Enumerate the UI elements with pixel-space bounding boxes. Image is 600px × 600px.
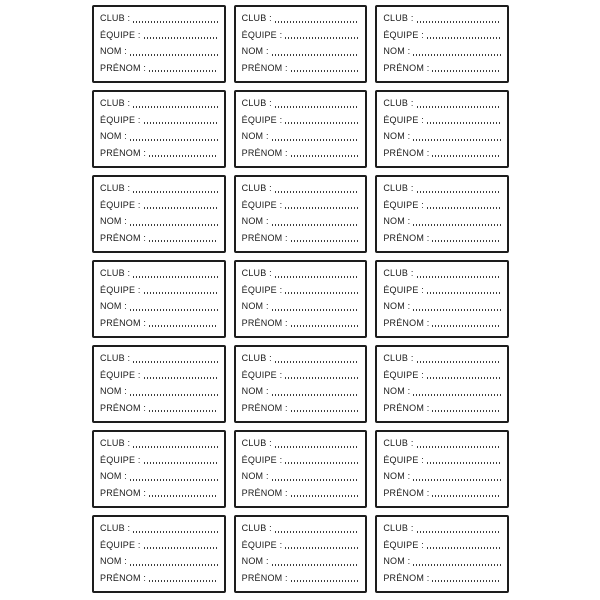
club-label: CLUB :: [241, 98, 272, 108]
prenom-label: PRÉNOM :: [100, 572, 147, 583]
nom-dotted-line: [130, 564, 218, 566]
club-dotted-line: [275, 276, 359, 278]
nom-label: NOM :: [241, 46, 269, 57]
field-club: [383, 268, 501, 279]
label-card: [234, 430, 368, 508]
field-prenom: [383, 318, 501, 329]
equipe-label: ÉQUIPE :: [241, 199, 283, 210]
prenom-dotted-line: [432, 325, 501, 327]
field-equipe: [242, 30, 360, 41]
equipe-dotted-line: [285, 292, 359, 294]
equipe-dotted-line: [285, 207, 359, 209]
club-label: CLUB :: [100, 98, 131, 108]
nom-dotted-line: [413, 139, 501, 141]
field-nom: [100, 46, 218, 57]
field-club: [242, 523, 360, 534]
equipe-label: ÉQUIPE :: [383, 454, 424, 465]
prenom-dotted-line: [149, 155, 218, 157]
field-club: [100, 268, 218, 279]
field-prenom: [383, 63, 501, 74]
equipe-label: ÉQUIPE :: [383, 199, 424, 210]
club-dotted-line: [417, 361, 501, 363]
club-dotted-line: [275, 191, 359, 193]
nom-dotted-line: [413, 224, 501, 226]
nom-label: NOM :: [383, 131, 411, 142]
equipe-dotted-line: [144, 462, 218, 464]
prenom-label: PRÉNOM :: [100, 62, 147, 73]
label-card: [234, 515, 368, 593]
club-dotted-line: [133, 276, 217, 278]
nom-label: NOM :: [100, 556, 127, 567]
field-club: [383, 183, 501, 194]
prenom-label: PRÉNOM :: [241, 487, 288, 498]
field-prenom: [242, 148, 360, 159]
nom-dotted-line: [413, 394, 501, 396]
prenom-label: PRÉNOM :: [241, 147, 288, 158]
club-label: CLUB :: [383, 353, 414, 363]
equipe-dotted-line: [427, 37, 501, 39]
field-nom: [100, 556, 218, 567]
equipe-label: ÉQUIPE :: [100, 114, 141, 125]
prenom-label: PRÉNOM :: [100, 147, 147, 158]
label-card: [375, 345, 509, 423]
prenom-label: PRÉNOM :: [100, 487, 147, 498]
prenom-dotted-line: [291, 155, 360, 157]
field-club: [100, 353, 218, 364]
prenom-label: PRÉNOM :: [241, 317, 288, 328]
club-label: CLUB :: [100, 523, 131, 533]
field-prenom: [100, 63, 218, 74]
field-equipe: [100, 30, 218, 41]
prenom-dotted-line: [149, 240, 218, 242]
field-club: [242, 13, 360, 24]
equipe-label: ÉQUIPE :: [383, 284, 424, 295]
prenom-dotted-line: [432, 410, 501, 412]
prenom-dotted-line: [432, 580, 501, 582]
label-card: [234, 90, 368, 168]
field-nom: [383, 216, 501, 227]
field-prenom: [242, 573, 360, 584]
field-club: [383, 438, 501, 449]
equipe-dotted-line: [144, 377, 218, 379]
club-dotted-line: [417, 276, 501, 278]
club-dotted-line: [417, 191, 501, 193]
label-card: [375, 260, 509, 338]
equipe-label: ÉQUIPE :: [241, 454, 283, 465]
field-equipe: [383, 115, 501, 126]
field-nom: [383, 556, 501, 567]
label-card: [375, 515, 509, 593]
club-dotted-line: [133, 21, 217, 23]
nom-label: NOM :: [383, 471, 411, 482]
equipe-dotted-line: [285, 377, 359, 379]
field-equipe: [383, 455, 501, 466]
field-prenom: [383, 403, 501, 414]
prenom-label: PRÉNOM :: [383, 232, 430, 243]
prenom-label: PRÉNOM :: [100, 317, 147, 328]
equipe-dotted-line: [144, 37, 218, 39]
field-nom: [100, 301, 218, 312]
prenom-dotted-line: [432, 70, 501, 72]
nom-label: NOM :: [383, 216, 411, 227]
club-label: CLUB :: [100, 13, 131, 23]
prenom-label: PRÉNOM :: [241, 62, 288, 73]
prenom-dotted-line: [432, 155, 501, 157]
club-label: CLUB :: [100, 183, 131, 193]
nom-dotted-line: [272, 224, 360, 226]
club-label: CLUB :: [100, 353, 131, 363]
field-prenom: [242, 233, 360, 244]
field-prenom: [242, 488, 360, 499]
prenom-dotted-line: [291, 495, 360, 497]
field-nom: [383, 46, 501, 57]
field-prenom: [242, 403, 360, 414]
prenom-label: PRÉNOM :: [383, 487, 430, 498]
equipe-label: ÉQUIPE :: [241, 284, 283, 295]
field-prenom: [100, 573, 218, 584]
label-card: [92, 5, 226, 83]
field-nom: [383, 471, 501, 482]
equipe-label: ÉQUIPE :: [383, 29, 424, 40]
club-label: CLUB :: [241, 523, 272, 533]
club-dotted-line: [275, 361, 359, 363]
prenom-label: PRÉNOM :: [100, 232, 147, 243]
field-equipe: [383, 200, 501, 211]
field-club: [383, 98, 501, 109]
nom-label: NOM :: [383, 301, 411, 312]
equipe-label: ÉQUIPE :: [100, 199, 141, 210]
prenom-label: PRÉNOM :: [383, 62, 430, 73]
field-club: [383, 353, 501, 364]
field-equipe: [383, 30, 501, 41]
club-dotted-line: [133, 531, 217, 533]
field-prenom: [383, 233, 501, 244]
label-card: [375, 430, 509, 508]
field-equipe: [100, 285, 218, 296]
club-dotted-line: [417, 531, 501, 533]
prenom-dotted-line: [432, 495, 501, 497]
nom-dotted-line: [130, 479, 218, 481]
nom-label: NOM :: [100, 471, 127, 482]
nom-label: NOM :: [241, 386, 269, 397]
field-equipe: [383, 540, 501, 551]
label-card: [92, 515, 226, 593]
field-equipe: [100, 200, 218, 211]
nom-label: NOM :: [383, 556, 411, 567]
labels-grid: [92, 5, 509, 593]
field-nom: [383, 301, 501, 312]
field-nom: [100, 131, 218, 142]
field-nom: [242, 301, 360, 312]
nom-label: NOM :: [241, 216, 269, 227]
nom-dotted-line: [413, 309, 501, 311]
prenom-dotted-line: [149, 325, 218, 327]
club-dotted-line: [417, 106, 501, 108]
field-equipe: [242, 115, 360, 126]
nom-dotted-line: [413, 564, 501, 566]
field-club: [100, 183, 218, 194]
field-prenom: [383, 573, 501, 584]
equipe-label: ÉQUIPE :: [241, 539, 283, 550]
nom-label: NOM :: [100, 386, 127, 397]
label-card: [234, 5, 368, 83]
field-prenom: [242, 63, 360, 74]
equipe-label: ÉQUIPE :: [383, 114, 424, 125]
nom-dotted-line: [272, 139, 360, 141]
label-card: [375, 5, 509, 83]
field-prenom: [100, 488, 218, 499]
field-equipe: [242, 285, 360, 296]
field-club: [383, 523, 501, 534]
field-equipe: [100, 540, 218, 551]
field-nom: [242, 216, 360, 227]
equipe-dotted-line: [285, 547, 359, 549]
equipe-dotted-line: [427, 377, 501, 379]
equipe-label: ÉQUIPE :: [241, 114, 283, 125]
nom-dotted-line: [413, 479, 501, 481]
nom-label: NOM :: [241, 301, 269, 312]
field-club: [100, 98, 218, 109]
equipe-label: ÉQUIPE :: [383, 539, 424, 550]
club-label: CLUB :: [241, 13, 272, 23]
field-prenom: [100, 233, 218, 244]
field-prenom: [383, 488, 501, 499]
club-dotted-line: [275, 531, 359, 533]
equipe-label: ÉQUIPE :: [100, 284, 141, 295]
club-dotted-line: [133, 106, 217, 108]
label-card: [92, 90, 226, 168]
field-nom: [242, 46, 360, 57]
nom-dotted-line: [272, 54, 360, 56]
nom-dotted-line: [272, 479, 360, 481]
equipe-dotted-line: [285, 462, 359, 464]
field-club: [242, 268, 360, 279]
label-card: [92, 430, 226, 508]
prenom-label: PRÉNOM :: [241, 572, 288, 583]
field-club: [242, 438, 360, 449]
club-label: CLUB :: [383, 438, 414, 448]
nom-dotted-line: [130, 139, 218, 141]
equipe-dotted-line: [144, 207, 218, 209]
club-label: CLUB :: [100, 438, 131, 448]
prenom-dotted-line: [432, 240, 501, 242]
equipe-label: ÉQUIPE :: [241, 369, 283, 380]
field-equipe: [100, 115, 218, 126]
field-nom: [100, 386, 218, 397]
club-label: CLUB :: [383, 523, 414, 533]
nom-dotted-line: [130, 309, 218, 311]
equipe-dotted-line: [427, 122, 501, 124]
label-card: [92, 175, 226, 253]
nom-label: NOM :: [241, 471, 269, 482]
field-equipe: [383, 370, 501, 381]
field-prenom: [100, 148, 218, 159]
nom-label: NOM :: [100, 46, 127, 57]
nom-label: NOM :: [383, 386, 411, 397]
prenom-dotted-line: [149, 580, 218, 582]
equipe-dotted-line: [427, 547, 501, 549]
field-nom: [100, 216, 218, 227]
field-prenom: [242, 318, 360, 329]
prenom-dotted-line: [291, 580, 360, 582]
nom-dotted-line: [130, 54, 218, 56]
prenom-label: PRÉNOM :: [383, 572, 430, 583]
nom-label: NOM :: [241, 556, 269, 567]
field-club: [100, 438, 218, 449]
nom-dotted-line: [130, 224, 218, 226]
prenom-dotted-line: [149, 410, 218, 412]
equipe-dotted-line: [144, 547, 218, 549]
equipe-dotted-line: [285, 122, 359, 124]
club-dotted-line: [275, 21, 359, 23]
prenom-dotted-line: [291, 410, 360, 412]
club-label: CLUB :: [383, 268, 414, 278]
field-nom: [242, 386, 360, 397]
nom-label: NOM :: [100, 301, 127, 312]
field-prenom: [100, 403, 218, 414]
equipe-label: ÉQUIPE :: [241, 29, 283, 40]
equipe-dotted-line: [285, 37, 359, 39]
field-club: [100, 13, 218, 24]
club-dotted-line: [275, 106, 359, 108]
field-equipe: [242, 370, 360, 381]
club-dotted-line: [133, 361, 217, 363]
prenom-label: PRÉNOM :: [100, 402, 147, 413]
club-label: CLUB :: [241, 183, 272, 193]
club-label: CLUB :: [383, 13, 414, 23]
field-prenom: [100, 318, 218, 329]
nom-label: NOM :: [100, 131, 127, 142]
label-card: [92, 260, 226, 338]
label-card: [375, 175, 509, 253]
equipe-dotted-line: [144, 122, 218, 124]
prenom-label: PRÉNOM :: [383, 402, 430, 413]
club-dotted-line: [133, 191, 217, 193]
field-equipe: [242, 540, 360, 551]
prenom-dotted-line: [291, 325, 360, 327]
equipe-label: ÉQUIPE :: [100, 454, 141, 465]
nom-dotted-line: [272, 309, 360, 311]
club-label: CLUB :: [100, 268, 131, 278]
nom-label: NOM :: [383, 46, 411, 57]
prenom-label: PRÉNOM :: [241, 232, 288, 243]
field-nom: [242, 471, 360, 482]
club-label: CLUB :: [383, 98, 414, 108]
field-club: [242, 98, 360, 109]
club-label: CLUB :: [241, 438, 272, 448]
field-nom: [100, 471, 218, 482]
field-nom: [242, 131, 360, 142]
club-dotted-line: [275, 446, 359, 448]
prenom-dotted-line: [149, 495, 218, 497]
field-equipe: [242, 200, 360, 211]
club-label: CLUB :: [241, 353, 272, 363]
prenom-label: PRÉNOM :: [383, 317, 430, 328]
field-equipe: [383, 285, 501, 296]
club-label: CLUB :: [241, 268, 272, 278]
nom-dotted-line: [130, 394, 218, 396]
nom-dotted-line: [272, 394, 360, 396]
field-club: [242, 353, 360, 364]
equipe-dotted-line: [427, 207, 501, 209]
nom-label: NOM :: [241, 131, 269, 142]
equipe-dotted-line: [427, 462, 501, 464]
label-card: [92, 345, 226, 423]
club-dotted-line: [417, 446, 501, 448]
equipe-dotted-line: [144, 292, 218, 294]
equipe-label: ÉQUIPE :: [383, 369, 424, 380]
field-prenom: [383, 148, 501, 159]
prenom-dotted-line: [291, 70, 360, 72]
equipe-dotted-line: [427, 292, 501, 294]
field-equipe: [242, 455, 360, 466]
club-label: CLUB :: [383, 183, 414, 193]
label-card: [375, 90, 509, 168]
prenom-label: PRÉNOM :: [241, 402, 288, 413]
field-nom: [383, 386, 501, 397]
label-card: [234, 260, 368, 338]
equipe-label: ÉQUIPE :: [100, 369, 141, 380]
label-card: [234, 175, 368, 253]
field-club: [242, 183, 360, 194]
field-club: [383, 13, 501, 24]
nom-dotted-line: [413, 54, 501, 56]
field-equipe: [100, 370, 218, 381]
equipe-label: ÉQUIPE :: [100, 539, 141, 550]
equipe-label: ÉQUIPE :: [100, 29, 141, 40]
prenom-dotted-line: [149, 70, 218, 72]
field-nom: [383, 131, 501, 142]
field-equipe: [100, 455, 218, 466]
nom-label: NOM :: [100, 216, 127, 227]
field-nom: [242, 556, 360, 567]
nom-dotted-line: [272, 564, 360, 566]
field-club: [100, 523, 218, 534]
prenom-dotted-line: [291, 240, 360, 242]
club-dotted-line: [133, 446, 217, 448]
label-card: [234, 345, 368, 423]
club-dotted-line: [417, 21, 501, 23]
prenom-label: PRÉNOM :: [383, 147, 430, 158]
